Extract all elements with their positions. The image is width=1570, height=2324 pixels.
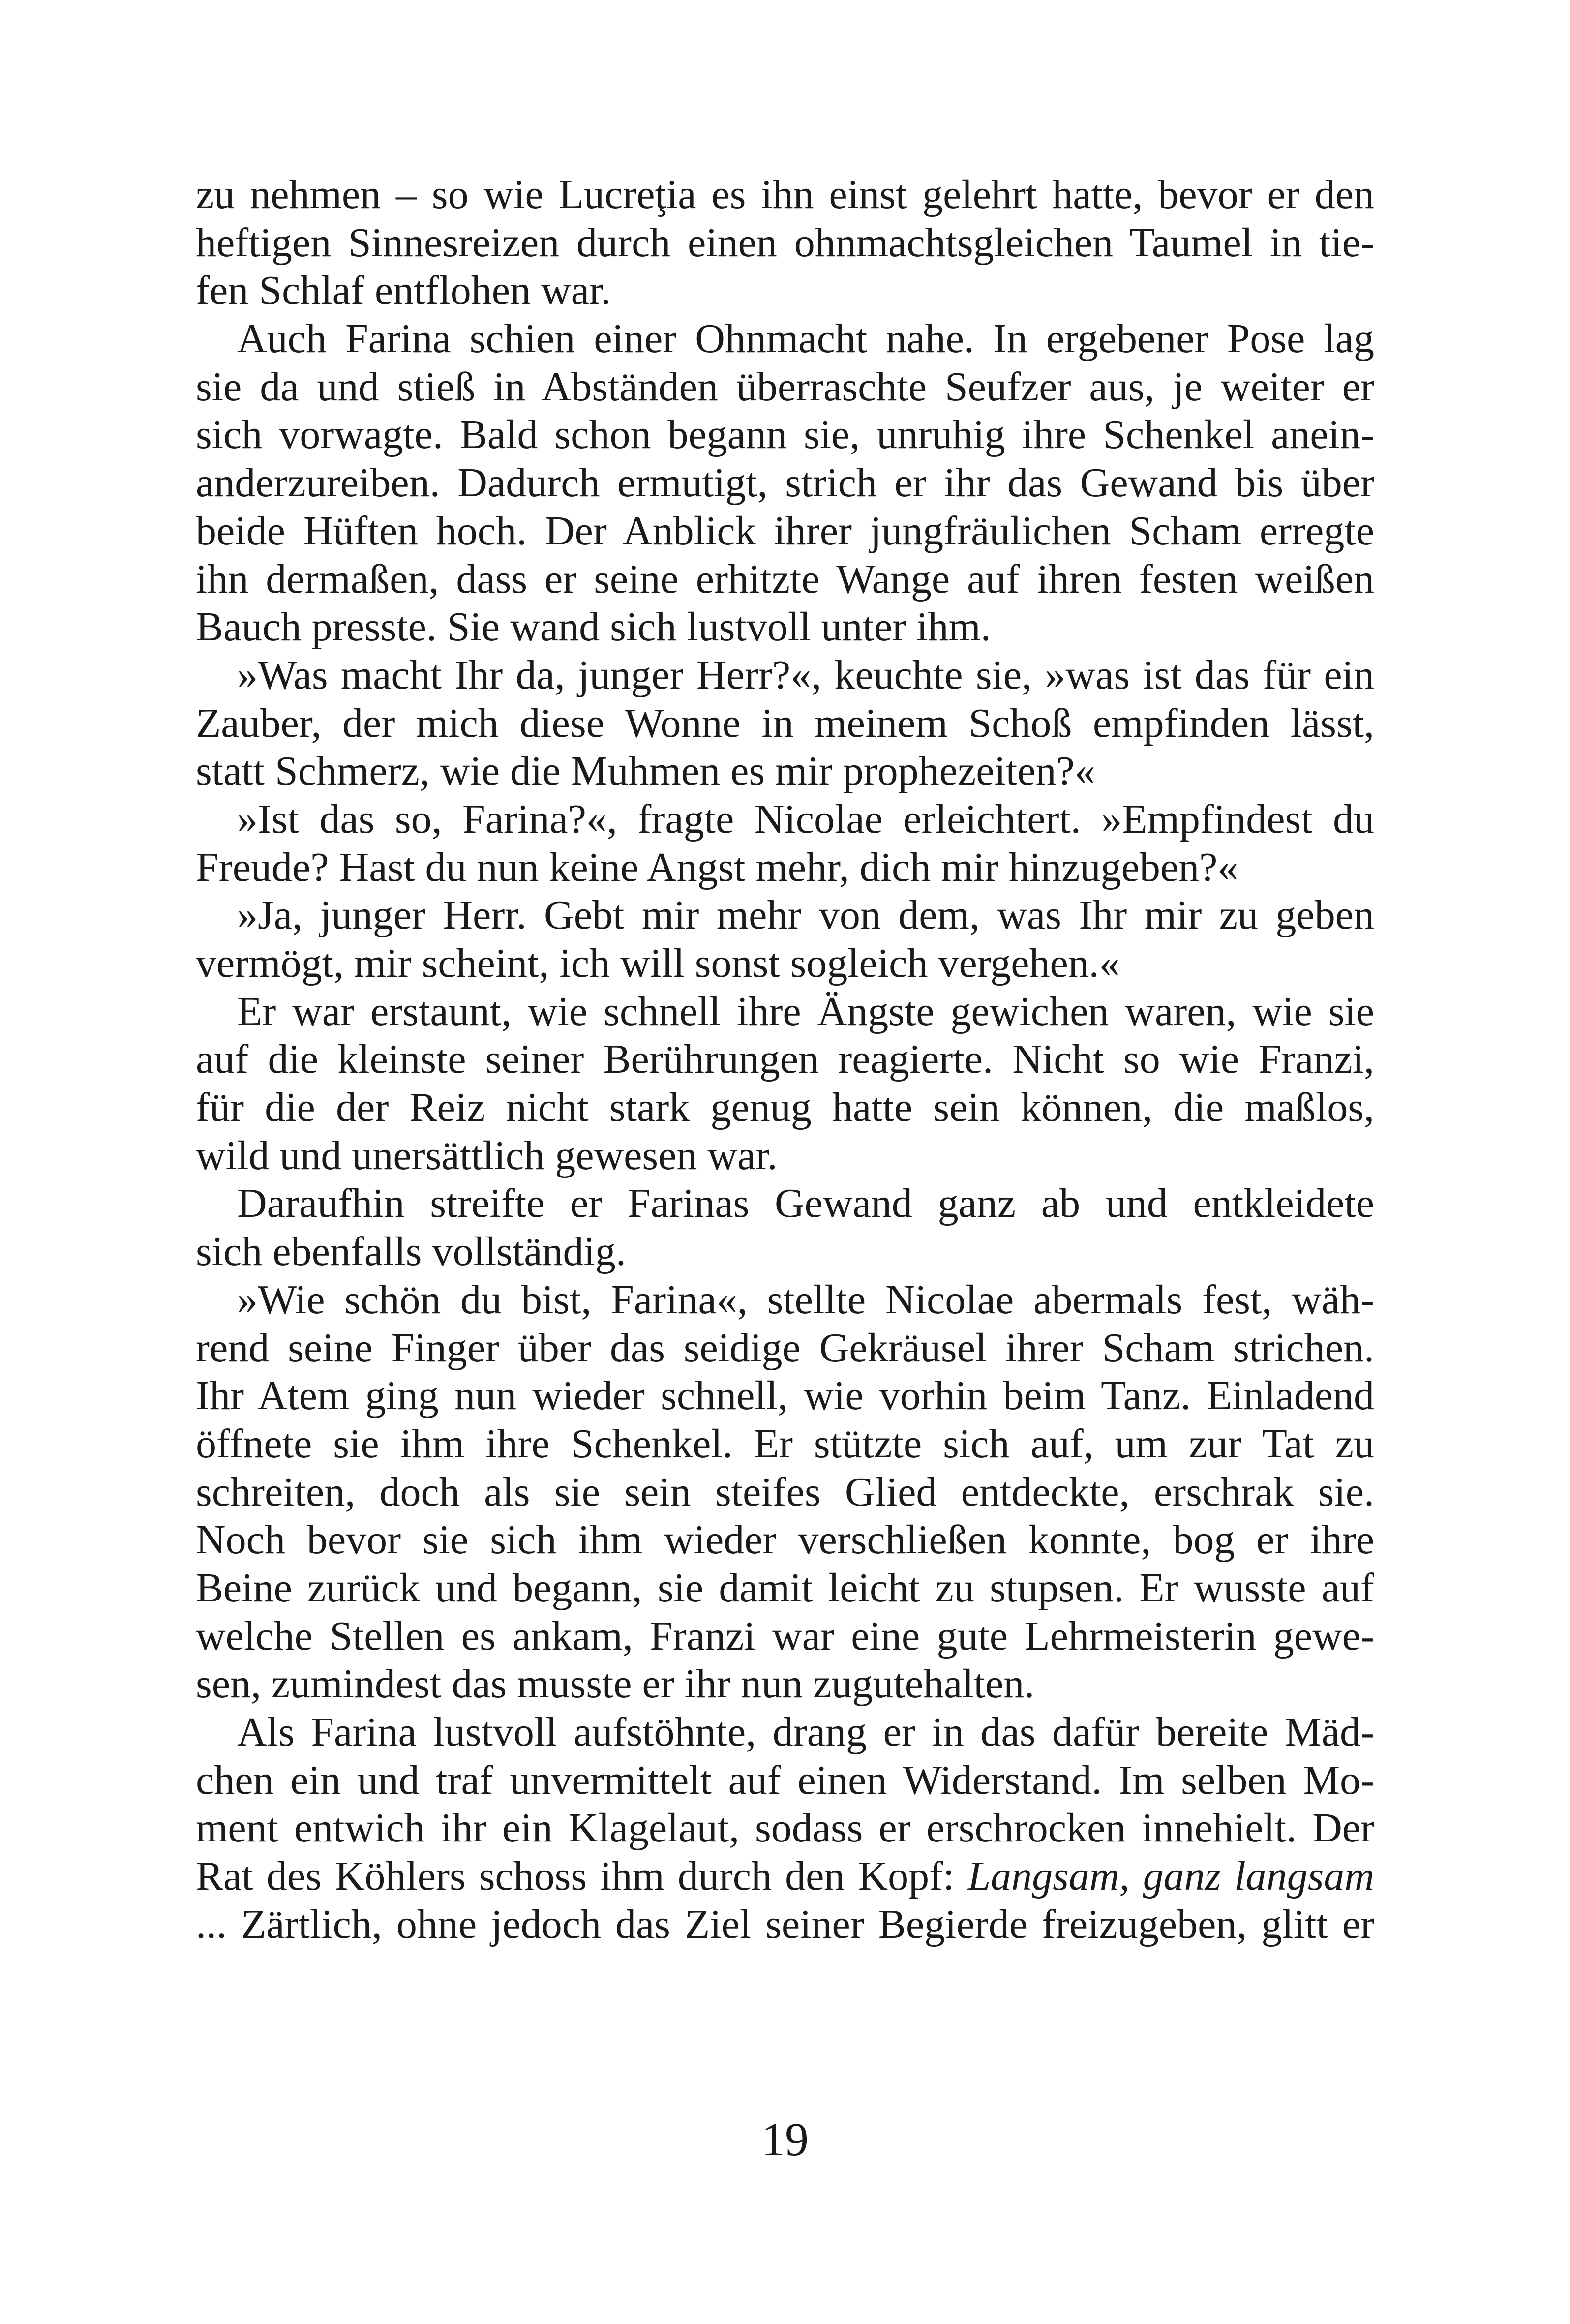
text-line	[196, 939, 1374, 988]
text-line-content: Daraufhin streifte er Farinas Gewand ganz ab und entkleidete	[237, 1180, 1374, 1227]
text-line	[196, 1420, 1374, 1468]
text-line	[196, 1468, 1374, 1516]
text-line-content: statt Schmerz, wie die Muhmen es mir prophezeiten?«	[196, 748, 1095, 794]
text-line-content: Freude? Hast du nun keine Angst mehr, dich mir hinzugeben?«	[196, 844, 1238, 890]
text-line-content: Als Farina lustvoll aufstöhnte, drang er in das dafür bereite Mäd-	[237, 1709, 1374, 1755]
text-line	[196, 1035, 1374, 1084]
text-line-content: sich ebenfalls vollständig.	[196, 1229, 626, 1275]
text-line-content: zu nehmen – so wie Lucreţia es ihn einst gelehrt hatte, bevor er den	[196, 172, 1374, 217]
text-line-content: Bauch presste. Sie wand sich lustvoll unter ihm.	[196, 604, 991, 650]
text-line	[196, 651, 1374, 699]
text-line	[196, 363, 1374, 411]
text-line	[196, 1228, 1374, 1276]
text-line-content: chen ein und traf unvermittelt auf einen Widerstand. Im selben Mo-	[196, 1757, 1374, 1803]
text-line-content: vermögt, mir scheint, ich will sonst sogleich vergehen.«	[196, 940, 1120, 986]
text-line-content: Auch Farina schien einer Ohnmacht nahe. In ergebener Pose lag	[237, 316, 1374, 362]
text-line	[196, 1179, 1374, 1228]
text-line	[196, 1804, 1374, 1852]
text-line-content: sen, zumindest das musste er ihr nun zugutehalten.	[196, 1661, 1035, 1707]
text-line	[196, 795, 1374, 844]
text-line-content: auf die kleinste seiner Berührungen reagierte. Nicht so wie Franzi,	[196, 1036, 1374, 1083]
text-line-content: heftigen Sinnesreizen durch einen ohnmachtsgleichen Taumel in tie-	[196, 219, 1374, 266]
text-line	[196, 1564, 1374, 1612]
text-line	[196, 1132, 1374, 1180]
text-line-content: sie da und stieß in Abständen überraschte Seufzer aus, je weiter er	[196, 363, 1374, 410]
text-line	[196, 411, 1374, 459]
italic-text: Langsam, ganz langsam	[967, 1853, 1375, 1900]
text-line-content: ihn dermaßen, dass er seine erhitzte Wange auf ihren festen weißen	[196, 556, 1374, 602]
text-line-content: öffnete sie ihm ihre Schenkel. Er stützte sich auf, um zur Tat zu	[196, 1420, 1374, 1467]
text-line	[196, 171, 1374, 219]
text-line-content: Zauber, der mich diese Wonne in meinem Schoß empfinden lässt,	[196, 700, 1374, 746]
text-line-content: beide Hüften hoch. Der Anblick ihrer jungfräulichen Scham erregte	[196, 508, 1374, 554]
text-line-content: Noch bevor sie sich ihm wieder verschließen konnte, bog er ihre	[196, 1517, 1374, 1563]
text-line-content: Rat des Köhlers schoss ihm durch den Kopf:	[196, 1853, 968, 1900]
text-line	[196, 1276, 1374, 1324]
body-text	[196, 171, 1374, 1948]
text-line-content: »Was macht Ihr da, junger Herr?«, keuchte sie, »was ist das für ein	[237, 652, 1374, 698]
text-line	[196, 1852, 1374, 1901]
text-line	[196, 1084, 1374, 1132]
text-line-content: wild und unersättlich gewesen war.	[196, 1132, 778, 1178]
text-line-content: ... Zärtlich, ohne jedoch das Ziel seiner Begierde freizugeben, glitt er	[196, 1901, 1374, 1947]
text-line	[196, 507, 1374, 555]
text-line	[196, 891, 1374, 939]
text-line-content: Ihr Atem ging nun wieder schnell, wie vorhin beim Tanz. Einladend	[196, 1373, 1374, 1419]
text-line	[196, 1612, 1374, 1660]
text-line-content: ment entwich ihr ein Klagelaut, sodass er erschrocken innehielt. Der	[196, 1805, 1374, 1851]
text-line-content: Er war erstaunt, wie schnell ihre Ängste gewichen waren, wie sie	[237, 988, 1374, 1034]
text-line	[196, 988, 1374, 1036]
text-line	[196, 1324, 1374, 1372]
text-line-content: welche Stellen es ankam, Franzi war eine gute Lehrmeisterin gewe-	[196, 1613, 1374, 1659]
text-line	[196, 699, 1374, 748]
text-line-content: fen Schlaf entflohen war.	[196, 268, 611, 314]
text-line-content: sich vorwagte. Bald schon begann sie, unruhig ihre Schenkel anein-	[196, 412, 1374, 458]
text-line	[196, 1372, 1374, 1420]
text-line	[196, 219, 1374, 267]
text-line-content: »Wie schön du bist, Farina«, stellte Nicolae abermals fest, wäh-	[237, 1276, 1374, 1323]
text-line-content: für die der Reiz nicht stark genug hatte sein können, die maßlos,	[196, 1085, 1374, 1131]
text-line	[196, 603, 1374, 651]
text-line	[196, 555, 1374, 604]
text-line	[196, 459, 1374, 507]
text-line	[196, 315, 1374, 363]
text-line-content: rend seine Finger über das seidige Gekräusel ihrer Scham strichen.	[196, 1325, 1374, 1371]
text-line-content: »Ja, junger Herr. Gebt mir mehr von dem, was Ihr mir zu geben	[237, 892, 1374, 938]
text-line	[196, 1756, 1374, 1805]
text-line	[196, 1660, 1374, 1708]
text-line-content: schreiten, doch als sie sein steifes Glied entdeckte, erschrak sie.	[196, 1469, 1374, 1515]
text-line	[196, 1708, 1374, 1756]
text-line-content: »Ist das so, Farina?«, fragte Nicolae erleichtert. »Empfindest du	[237, 796, 1374, 842]
text-line	[196, 1901, 1374, 1949]
text-line	[196, 267, 1374, 315]
text-line-content: Beine zurück und begann, sie damit leicht zu stupsen. Er wusste auf	[196, 1565, 1374, 1611]
page-number: 19	[761, 2113, 809, 2166]
text-line	[196, 747, 1374, 795]
text-line	[196, 844, 1374, 892]
text-line-content: anderzureiben. Dadurch ermutigt, strich er ihr das Gewand bis über	[196, 460, 1374, 506]
text-line	[196, 1516, 1374, 1564]
